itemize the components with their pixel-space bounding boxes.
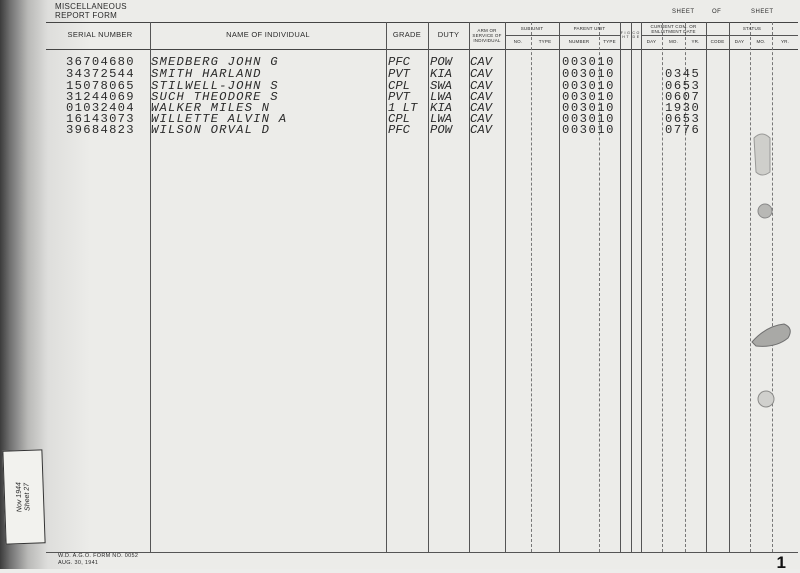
grade: CPL	[388, 79, 410, 93]
enlistment-date: 1930	[665, 101, 701, 115]
duty: KIA	[430, 101, 452, 115]
arm-service: CAV	[470, 112, 492, 126]
serial-number: 36704680	[66, 55, 135, 69]
archive-stamp	[2, 449, 45, 544]
sheet-label-2: SHEET	[751, 9, 774, 15]
header-sub-type: TYPE	[538, 39, 552, 44]
header-arm-service: ARM OR SERVICE OF INDIVIDUAL	[472, 27, 502, 43]
duty: KIA	[430, 67, 452, 81]
header-status-code: CODE	[710, 39, 725, 44]
form-title-line1: MISCELLANEOUS	[55, 2, 127, 11]
serial-number: 16143073	[66, 112, 135, 126]
parent-unit-number: 003010	[562, 101, 615, 115]
header-status: STATUS	[742, 26, 762, 31]
header-status-day: DAY	[734, 39, 745, 44]
header-status-yr: YR.	[780, 39, 790, 44]
grade: 1 LT	[388, 101, 418, 115]
parent-unit-number: 003010	[562, 123, 615, 137]
header-enlist-yr: YR.	[691, 39, 700, 44]
header-enlist-mo: MO.	[668, 39, 679, 44]
header-status-mo: MO.	[756, 39, 766, 44]
column-divider	[750, 22, 751, 552]
form-number: W.D. A.G.O. FORM NO. 0052	[58, 553, 139, 559]
duty: LWA	[430, 90, 452, 104]
parent-unit-number: 003010	[562, 67, 615, 81]
arm-service: CAV	[470, 55, 492, 69]
individual-name: SMEDBERG JOHN G	[151, 55, 279, 69]
form-date: AUG. 30, 1941	[58, 560, 99, 566]
duty: POW	[430, 55, 452, 69]
grade: CPL	[388, 112, 410, 126]
arm-service: CAV	[470, 79, 492, 93]
archive-stamp-line2: Sheet 27	[23, 482, 32, 512]
grade: PVT	[388, 90, 410, 104]
serial-number: 01032404	[66, 101, 135, 115]
header-col-b: C O D E	[632, 31, 640, 39]
archive-stamp-line1: Nov 1944	[15, 482, 24, 513]
header-grade: GRADE	[392, 30, 422, 39]
header-name: NAME OF INDIVIDUAL	[226, 30, 310, 39]
header-parent-unit: PARENT UNIT	[573, 26, 606, 31]
form-footer	[58, 553, 138, 567]
header-sub-unit: SUB UNIT	[520, 26, 544, 31]
scan-dot-mark	[754, 200, 776, 222]
individual-name: WILSON ORVAL D	[151, 123, 271, 137]
enlistment-date: 0345	[665, 67, 701, 81]
duty: SWA	[430, 79, 452, 93]
grade: PFC	[388, 123, 410, 137]
header-enlistment-date: CURRENT COM. OR ENLISTMENT DATE	[650, 23, 697, 34]
enlistment-date: 0653	[665, 79, 701, 93]
grade: PFC	[388, 55, 410, 69]
individual-name: WALKER MILES N	[151, 101, 271, 115]
serial-number: 31244069	[66, 90, 135, 104]
parent-unit-number: 003010	[562, 79, 615, 93]
grade: PVT	[388, 67, 410, 81]
header-enlist-day: DAY	[646, 39, 657, 44]
arm-service: CAV	[470, 67, 492, 81]
arm-service: CAV	[470, 90, 492, 104]
header-sub-no: NO.	[513, 39, 523, 44]
duty: LWA	[430, 112, 452, 126]
parent-unit-number: 003010	[562, 112, 615, 126]
enlistment-date: 0776	[665, 123, 701, 137]
header-serial-number: SERIAL NUMBER	[67, 30, 133, 39]
page-number: 1	[776, 553, 786, 572]
enlistment-date: 0607	[665, 90, 701, 104]
scan-blot-mark	[750, 318, 795, 350]
parent-unit-number: 003010	[562, 55, 615, 69]
arm-service: CAV	[470, 101, 492, 115]
scan-dot-mark	[754, 387, 778, 411]
individual-name: STILWELL-JOHN S	[151, 79, 279, 93]
duty: POW	[430, 123, 452, 137]
column-divider	[706, 22, 707, 552]
individual-name: SUCH THEODORE S	[151, 90, 279, 104]
header-duty: DUTY	[437, 30, 460, 39]
header-col-a: F I G H T	[620, 31, 631, 39]
serial-number: 34372544	[66, 67, 135, 81]
column-divider	[729, 22, 730, 552]
individual-name: WILLETTE ALVIN A	[151, 112, 288, 126]
footer-rule	[46, 552, 798, 553]
form-title	[55, 2, 127, 20]
header-parent-type: TYPE	[603, 39, 616, 44]
of-label: OF	[712, 9, 722, 15]
header-parent-number: NUMBER	[568, 39, 590, 44]
enlistment-date: 0653	[665, 112, 701, 126]
serial-number: 15078065	[66, 79, 135, 93]
archive-stamp-text	[14, 453, 33, 542]
form-title-line2: REPORT FORM	[55, 11, 118, 20]
arm-service: CAV	[470, 123, 492, 137]
table-row	[0, 125, 700, 136]
individual-name: SMITH HARLAND	[151, 67, 262, 81]
column-divider	[772, 22, 773, 552]
scan-smudge-mark	[748, 128, 778, 183]
sheet-label: SHEET	[672, 9, 695, 15]
serial-number: 39684823	[66, 123, 135, 137]
parent-unit-number: 003010	[562, 90, 615, 104]
